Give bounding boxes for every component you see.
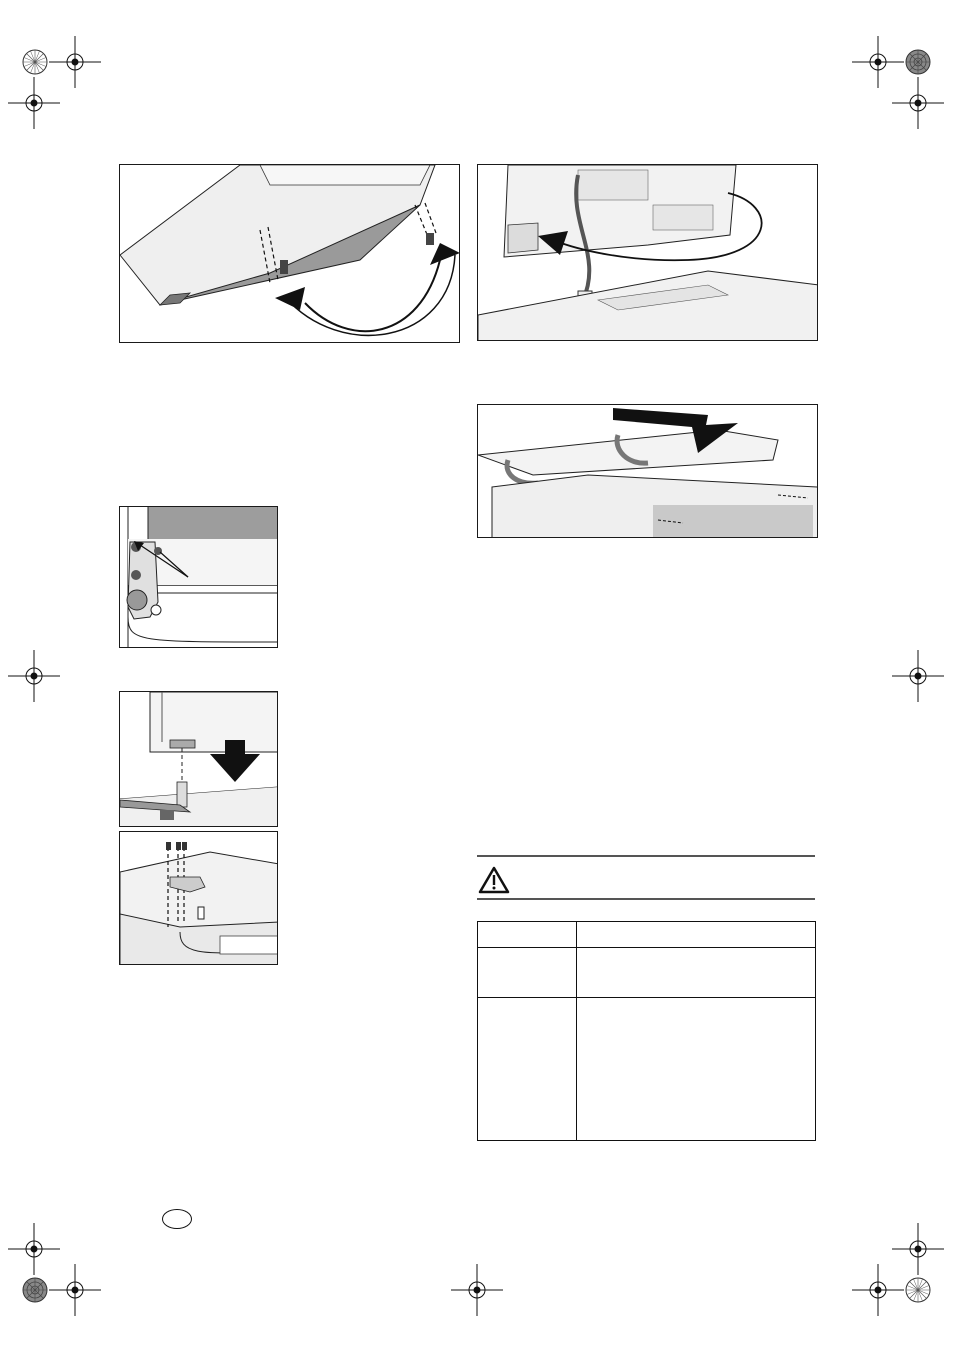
- figure-hinge-closeup: [119, 506, 278, 648]
- table-row-divider: [478, 947, 815, 948]
- table-row-divider: [478, 997, 815, 998]
- figure-lower-onto-foot: [119, 691, 278, 827]
- warning-bottom-rule: [477, 898, 815, 900]
- figure-remove-base-plate: [119, 164, 460, 343]
- figure-slide-lid: [477, 404, 818, 538]
- troubleshooting-table: [477, 921, 816, 1141]
- table-column-divider: [576, 922, 577, 1140]
- warning-top-rule: [477, 855, 815, 857]
- language-badge: [162, 1209, 192, 1229]
- warning-triangle-icon: [478, 866, 510, 894]
- figure-hinge-screws-top: [119, 831, 278, 965]
- figure-lid-cable: [477, 164, 818, 341]
